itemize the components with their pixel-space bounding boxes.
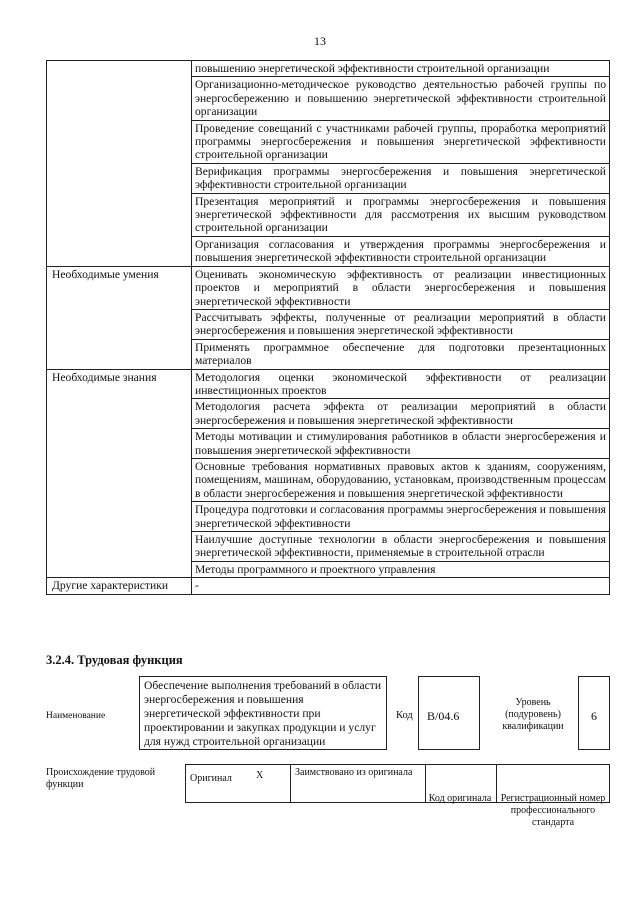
competency-table	[46, 60, 610, 595]
row-text: Проведение совещаний с участниками рабочей группы, проработка мероприятий программы энергосбережения и повышения энергетической эффективности строительной организации	[192, 120, 610, 163]
table-row	[47, 61, 610, 77]
function-code-value: B/04.6	[418, 676, 480, 750]
table-row	[47, 266, 610, 309]
row-text: повышению энергетической эффективности строительной организации	[192, 61, 610, 77]
qualification-level-value: 6	[578, 676, 610, 750]
row-text: Применять программное обеспечение для подготовки презентационных материалов	[192, 339, 610, 369]
row-text: Методология расчета эффекта от реализации мероприятий в области энергосбережения и повышения энергетической эффективности	[192, 399, 610, 429]
original-label: Оригинал	[186, 765, 253, 803]
row-text: Организация согласования и утверждения программы энергосбережения и повышения энергетической эффективности строительной организации	[192, 236, 610, 266]
origin-label: Происхождение трудовой функции	[46, 767, 156, 790]
qualification-level-label: Уровень (подуровень) квалификации	[502, 697, 564, 732]
row-text: -	[192, 578, 610, 594]
row-label-skills: Необходимые умения	[47, 266, 192, 369]
function-name-value: Обеспечение выполнения требований в области энергосбережения и повышения энергетической эффективности при проектировании и закупках продукции и услуг для нужд строительной организации	[139, 676, 387, 750]
row-text: Оценивать экономическую эффективность от реализации инвестиционных проектов и мероприятий в области энергосбережения и повышения энергетической эффективности	[192, 266, 610, 309]
section-title: 3.2.4. Трудовая функция	[46, 653, 183, 667]
table-row	[47, 369, 610, 399]
table-row	[47, 578, 610, 594]
row-label-knowledge: Необходимые знания	[47, 369, 192, 578]
row-text: Методы программного и проектного управления	[192, 561, 610, 577]
borrowed-label: Заимствовано из оригинала	[291, 765, 426, 803]
original-code-caption: Код оригинала	[428, 793, 492, 804]
row-text: Верификация программы энергосбережения и повышения энергетической эффективности строительной организации	[192, 163, 610, 193]
row-text: Основные требования нормативных правовых актов к зданиям, сооружениям, помещениям, машинам, оборудованию, установкам, производственным процессам в области энергосбережения и повышения энергетической эффективности	[192, 458, 610, 501]
row-text: Методы мотивации и стимулирования работников в области энергосбережения и повышения энергетической эффективности	[192, 429, 610, 459]
row-text: Процедура подготовки и согласования программы энергосбережения и повышения энергетической эффективности	[192, 502, 610, 532]
page-number: 13	[314, 34, 326, 48]
name-label: Наименование	[46, 711, 106, 721]
original-mark: X	[252, 765, 291, 803]
row-text: Рассчитывать эффекты, полученные от реализации мероприятий в области энергосбережения и повышения энергетической эффективности	[192, 309, 610, 339]
reg-number-caption: Регистрационный номер профессионального стандарта	[500, 793, 606, 828]
row-text: Организационно-методическое руководство деятельностью рабочей группы по энергосбережению и повышению энергетической эффективности строительной организации	[192, 77, 610, 120]
code-label: Код	[396, 710, 413, 721]
row-text: Методология оценки экономической эффективности от реализации инвестиционных проектов	[192, 369, 610, 399]
row-label-other: Другие характеристики	[47, 578, 192, 594]
row-label	[47, 61, 192, 267]
row-text: Наилучшие доступные технологии в области энергосбережения и повышения энергетической эффективности, применяемые в строительной отрасли	[192, 532, 610, 562]
row-text: Презентация мероприятий и программы энергосбережения и повышения энергетической эффективности для рассмотрения их высшим руководством строительной организации	[192, 193, 610, 236]
